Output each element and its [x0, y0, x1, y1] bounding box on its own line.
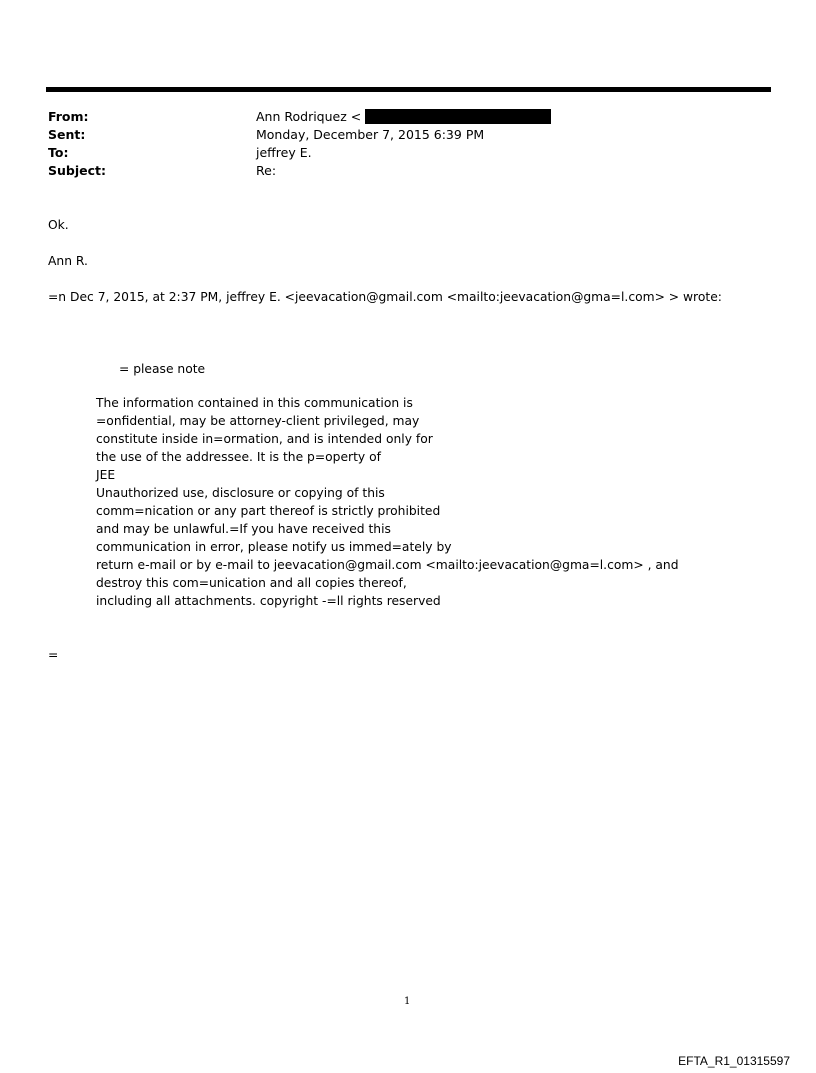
notice-line: destroy this com=unication and all copies thereof, — [96, 576, 407, 590]
header-rule — [46, 87, 771, 92]
notice-line: including all attachments. copyright -=ll rights reserved — [96, 594, 441, 608]
notice-line: =onfidential, may be attorney-client privileged, may — [96, 414, 420, 428]
reply-text: Ok. — [48, 218, 69, 232]
notice-line: Unauthorized use, disclosure or copying of this — [96, 486, 385, 500]
sent-value: Monday, December 7, 2015 6:39 PM — [256, 127, 485, 142]
from-sender: Ann Rodriquez < — [256, 109, 362, 124]
notice-line: return e-mail or by e-mail to jeevacation@gmail.com <mailto:jeevacation@gma=l.com> , and — [96, 558, 679, 572]
notice-line: the use of the addressee. It is the p=operty of — [96, 450, 381, 464]
redaction-block — [365, 109, 551, 124]
subject-value: Re: — [256, 163, 277, 178]
notice-line: constitute inside in=ormation, and is intended only for — [96, 432, 433, 446]
document-id: EFTA_R1_01315597 — [678, 1054, 790, 1068]
notice-line: The information contained in this communication is — [96, 396, 413, 410]
notice-line: communication in error, please notify us immed=ately by — [96, 540, 452, 554]
notice-line: comm=nication or any part thereof is strictly prohibited — [96, 504, 441, 518]
quote-intro: =n Dec 7, 2015, at 2:37 PM, jeffrey E. <jeevacation@gmail.com <mailto:jeevacation@gma=l.com> > wrote: — [48, 290, 722, 304]
notice-line: JEE — [96, 468, 116, 482]
to-value: jeffrey E. — [256, 145, 312, 160]
signature-text: Ann R. — [48, 254, 88, 268]
from-value — [256, 108, 551, 126]
trailing-char: = — [48, 648, 59, 662]
to-label: To: — [48, 145, 69, 160]
subject-label: Subject: — [48, 163, 106, 178]
note-text: = please note — [119, 362, 206, 376]
notice-line: and may be unlawful.=If you have received this — [96, 522, 391, 536]
from-label: From: — [48, 109, 89, 124]
confidentiality-notice — [96, 394, 679, 610]
sent-label: Sent: — [48, 127, 86, 142]
page-number: 1 — [404, 996, 411, 1007]
